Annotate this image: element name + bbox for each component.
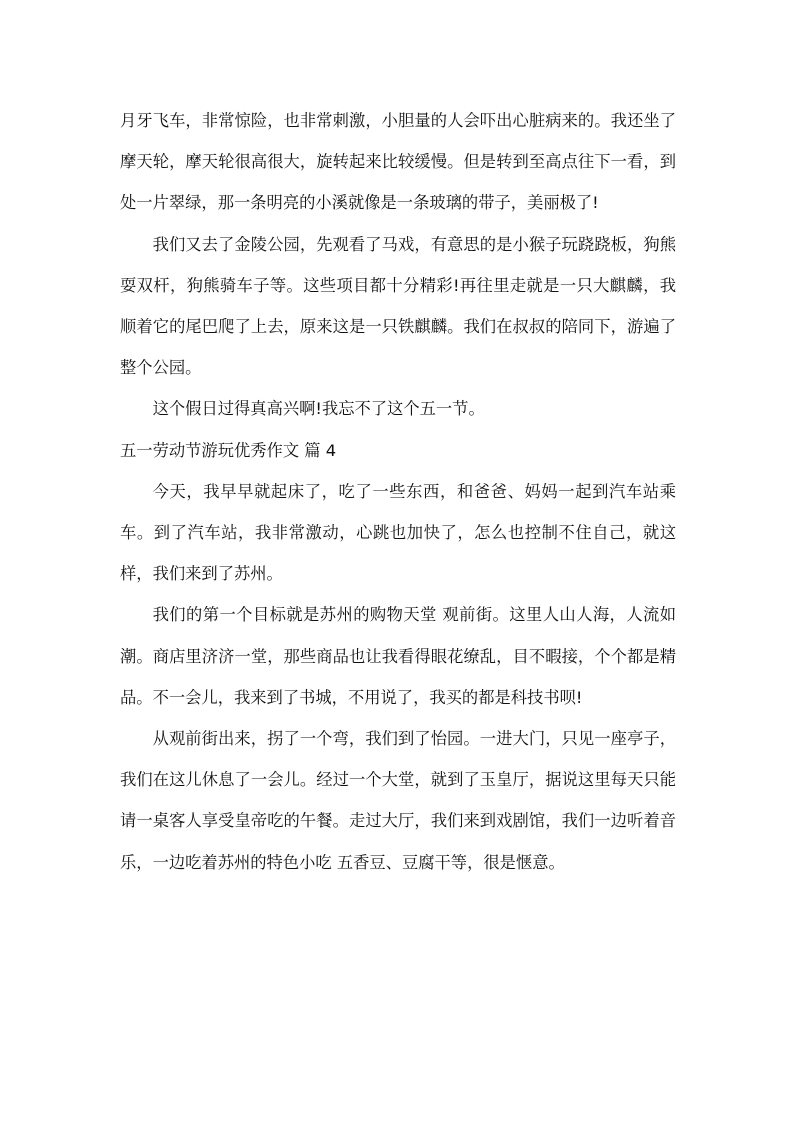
paragraph-4: 今天，我早早就起床了，吃了一些东西，和爸爸、妈妈一起到汽车站乘车。到了汽车站，我非常激动，心跳也加快了，怎么也控制不住自己，就这样，我们来到了苏州。 [120, 481, 676, 584]
paragraph-1: 月牙飞车，非常惊险，也非常刺激，小胆量的人会吓出心脏病来的。我还坐了摩天轮，摩天轮很高很大，旋转起来比较缓慢。但是转到至高点往下一看，到处一片翠绿，那一条明亮的小溪就像是一条玻璃的带子，美丽极了! [120, 111, 676, 213]
paragraph-6: 从观前街出来，拐了一个弯，我们到了怡园。一进大门，只见一座亭子，我们在这儿休息了一会儿。经过一个大堂，就到了玉皇厅，据说这里每天只能请一桌客人享受皇帝吃的午餐。走过大厅，我们来到戏剧馆，我们一边听着音乐，一边吃着苏州的特色小吃 五香豆、豆腐干等，很是惬意。 [120, 729, 676, 872]
section-heading: 五一劳动节游玩优秀作文 篇 4 [120, 440, 337, 460]
paragraph-3: 这个假日过得真高兴啊!我忘不了这个五一节。 [152, 399, 485, 419]
article-body [120, 100, 676, 883]
paragraph-5: 我们的第一个目标就是苏州的购物天堂 观前街。这里人山人海，人流如潮。商店里济济一堂，那些商品也让我看得眼花缭乱，目不暇接，个个都是精品。不一会儿，我来到了书城，不用说了，我买的都是科技书呗! [120, 605, 676, 707]
paragraph-2: 我们又去了金陵公园，先观看了马戏，有意思的是小猴子玩跷跷板，狗熊耍双杆，狗熊骑车子等。这些项目都十分精彩!再往里走就是一只大麒麟，我顺着它的尾巴爬了上去，原来这是一只铁麒麟。我们在叔叔的陪同下，游遍了整个公园。 [120, 234, 676, 378]
